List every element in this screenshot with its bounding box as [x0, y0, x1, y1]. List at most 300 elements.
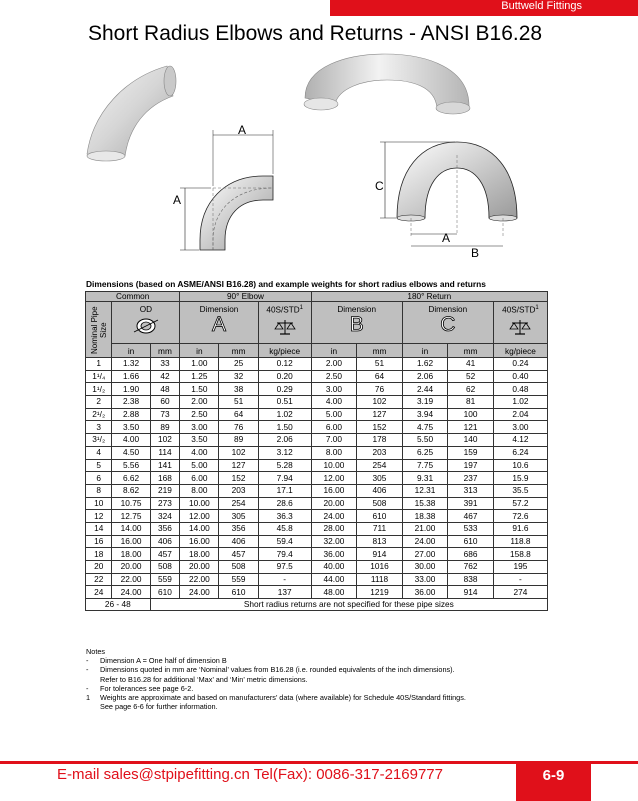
table-cell: 89: [219, 434, 258, 447]
table-cell: 12.31: [402, 484, 448, 497]
table-row: [86, 472, 548, 485]
table-row: [86, 586, 548, 599]
table-cell: 3¹/₂: [86, 434, 112, 447]
table-cell: 36.00: [311, 548, 357, 561]
return-weight-header: [493, 302, 547, 344]
table-cell: 36.00: [402, 586, 448, 599]
table-cell: 2.04: [493, 408, 547, 421]
table-row: [86, 408, 548, 421]
table-cell: 1.32: [112, 358, 150, 371]
return-dim-b-label: Dimension: [337, 305, 377, 314]
table-cell: 12.00: [311, 472, 357, 485]
table-cell: 5.28: [258, 459, 311, 472]
note-item: [86, 702, 556, 711]
table-cell: 14.00: [112, 522, 150, 535]
table-cell: 12: [86, 510, 112, 523]
table-cell: 102: [219, 446, 258, 459]
table-cell: 97.5: [258, 561, 311, 574]
scale-icon: [509, 318, 531, 336]
table-cell: 5.56: [112, 459, 150, 472]
table-cell: 457: [219, 548, 258, 561]
table-cell: 3.12: [258, 446, 311, 459]
table-cell: 1.62: [402, 358, 448, 371]
table-cell: 102: [150, 434, 180, 447]
table-cell: 118.8: [493, 535, 547, 548]
dimensions-table: [85, 291, 548, 611]
table-cell: 127: [357, 408, 403, 421]
table-cell: 610: [150, 586, 180, 599]
table-cell: 48: [150, 383, 180, 396]
table-cell: 838: [448, 573, 494, 586]
dim-a-label-side: A: [173, 193, 182, 207]
glyph-c: C: [440, 313, 456, 336]
table-cell: 559: [150, 573, 180, 586]
table-cell: 15.38: [402, 497, 448, 510]
table-cell: 6.62: [112, 472, 150, 485]
note-bullet: [86, 675, 100, 684]
section-header-bar: [330, 0, 638, 16]
table-cell: 20.00: [311, 497, 357, 510]
table-cell: 32.00: [311, 535, 357, 548]
table-cell: 100: [448, 408, 494, 421]
dim-a-label-top: A: [238, 123, 247, 137]
table-cell: 18.38: [402, 510, 448, 523]
table-row: [86, 459, 548, 472]
unit-header: in: [402, 344, 448, 358]
table-cell: 4.00: [180, 446, 219, 459]
table-row: [86, 510, 548, 523]
table-cell: 195: [493, 561, 547, 574]
return-dim-b-header: [311, 302, 402, 344]
table-cell: 18: [86, 548, 112, 561]
unit-header: mm: [219, 344, 258, 358]
table-cell: 16: [86, 535, 112, 548]
note-text: Weights are approximate and based on manufacturers’ data (where available) for Schedule 40S/Standard fittings.: [100, 693, 466, 703]
unit-header: in: [112, 344, 150, 358]
table-cell: 17.1: [258, 484, 311, 497]
table-cell: 1.25: [180, 370, 219, 383]
unit-header: mm: [150, 344, 180, 358]
table-cell: 2.00: [311, 358, 357, 371]
group-common: Common: [86, 292, 180, 302]
table-cell: 0.20: [258, 370, 311, 383]
table-cell: 8: [86, 484, 112, 497]
table-cell: 14: [86, 522, 112, 535]
table-cell: 41: [448, 358, 494, 371]
elbow-drawings: [85, 52, 550, 278]
elbow-weight-header: [258, 302, 311, 344]
table-cell: 91.6: [493, 522, 547, 535]
table-cell: 22.00: [180, 573, 219, 586]
table-cell: 48.00: [311, 586, 357, 599]
table-cell: 254: [219, 497, 258, 510]
table-cell: 3.00: [493, 421, 547, 434]
table-cell: 3.00: [180, 421, 219, 434]
table-cell: 914: [357, 548, 403, 561]
table-cell: 2.88: [112, 408, 150, 421]
table-cell: 5.00: [311, 408, 357, 421]
table-cell: 64: [357, 370, 403, 383]
table-cell: 1.90: [112, 383, 150, 396]
table-row: [86, 535, 548, 548]
table-cell: 10.75: [112, 497, 150, 510]
return-weight-label: 40S/STD: [502, 305, 536, 315]
table-cell: 60: [150, 396, 180, 409]
table-cell: 12.75: [112, 510, 150, 523]
table-cell: 1¹/₄: [86, 370, 112, 383]
table-cell: 4.00: [311, 396, 357, 409]
elbow-dim-label: Dimension: [199, 305, 239, 314]
table-cell: 102: [357, 396, 403, 409]
table-cell: 81: [448, 396, 494, 409]
table-cell: 219: [150, 484, 180, 497]
table-cell: 24.00: [180, 586, 219, 599]
table-cell: 8.00: [180, 484, 219, 497]
table-row: [86, 434, 548, 447]
table-cell: 324: [150, 510, 180, 523]
table-row: [86, 383, 548, 396]
table-cell: 313: [448, 484, 494, 497]
table-cell: 457: [150, 548, 180, 561]
table-cell: 5.50: [402, 434, 448, 447]
note-text: Refer to B16.28 for additional ‘Max’ and ‘Min’ metric dimensions.: [100, 674, 308, 684]
note-text: For tolerances see page 6-2.: [100, 683, 194, 693]
table-cell: 51: [219, 396, 258, 409]
table-cell: 9.31: [402, 472, 448, 485]
table-cell: 3: [86, 421, 112, 434]
od-pipe-icon: [133, 317, 159, 335]
return-3d-image: [304, 54, 470, 114]
table-cell: 20: [86, 561, 112, 574]
table-cell: 16.00: [311, 484, 357, 497]
table-cell: 28.6: [258, 497, 311, 510]
table-cell: 6: [86, 472, 112, 485]
table-cell: 813: [357, 535, 403, 548]
table-cell: 24: [86, 586, 112, 599]
table-cell: 391: [448, 497, 494, 510]
table-cell: 24.00: [402, 535, 448, 548]
table-cell: 64: [219, 408, 258, 421]
table-cell: 57.2: [493, 497, 547, 510]
table-cell: 4: [86, 446, 112, 459]
unit-header: kg/piece: [258, 344, 311, 358]
table-row: [86, 497, 548, 510]
elbow-dimension-drawing: [173, 123, 273, 250]
elbow-weight-sup: 1: [299, 305, 303, 311]
table-cell: 62: [448, 383, 494, 396]
table-cell: 7.94: [258, 472, 311, 485]
table-cell: 36.3: [258, 510, 311, 523]
table-cell: 1.00: [180, 358, 219, 371]
table-cell: 59.4: [258, 535, 311, 548]
table-cell: 76: [357, 383, 403, 396]
table-cell: 114: [150, 446, 180, 459]
return-dimension-drawing: [375, 142, 517, 260]
table-cell: 686: [448, 548, 494, 561]
unit-header: in: [180, 344, 219, 358]
table-cell: 35.5: [493, 484, 547, 497]
table-cell: 79.4: [258, 548, 311, 561]
table-cell: 6.25: [402, 446, 448, 459]
table-cell: 1118: [357, 573, 403, 586]
table-cell: 406: [219, 535, 258, 548]
table-cell: 141: [150, 459, 180, 472]
table-cell: 4.12: [493, 434, 547, 447]
table-cell: 26 - 48: [86, 599, 151, 611]
table-cell: 32: [219, 370, 258, 383]
table-cell: 10.00: [180, 497, 219, 510]
table-cell: 5.00: [180, 459, 219, 472]
table-cell: 73: [150, 408, 180, 421]
note-bullet: [86, 702, 100, 711]
table-cell: 24.00: [112, 586, 150, 599]
group-return: 180° Return: [311, 292, 547, 302]
table-cell: 3.19: [402, 396, 448, 409]
table-cell: 72.6: [493, 510, 547, 523]
table-cell: 152: [357, 421, 403, 434]
table-cell: 6.24: [493, 446, 547, 459]
table-cell: 2.50: [180, 408, 219, 421]
note-bullet: -: [86, 656, 89, 666]
table-cell: 0.48: [493, 383, 547, 396]
table-cell: 12.00: [180, 510, 219, 523]
table-cell: 7.00: [311, 434, 357, 447]
table-cell: 1219: [357, 586, 403, 599]
table-cell: 1¹/₂: [86, 383, 112, 396]
table-cell: 159: [448, 446, 494, 459]
table-caption: Dimensions (based on ASME/ANSI B16.28) and example weights for short radius elbows and returns: [86, 279, 486, 289]
od-header: [112, 302, 180, 344]
table-row: [86, 446, 548, 459]
unit-header: in: [311, 344, 357, 358]
table-cell: 3.50: [112, 421, 150, 434]
note-text: Dimension A = One half of dimension B: [100, 656, 227, 666]
table-cell: 508: [150, 561, 180, 574]
table-cell: 152: [219, 472, 258, 485]
table-cell: 10: [86, 497, 112, 510]
note-bullet: -: [86, 683, 89, 693]
table-cell: 8.62: [112, 484, 150, 497]
table-cell: 305: [357, 472, 403, 485]
page-number: 6-9: [516, 761, 591, 801]
table-cell: 197: [448, 459, 494, 472]
table-cell: Short radius returns are not specified for these pipe sizes: [150, 599, 547, 611]
note-item: [86, 656, 556, 665]
table-cell: 914: [448, 586, 494, 599]
table-row: [86, 370, 548, 383]
table-row: [86, 573, 548, 586]
table-cell: 305: [219, 510, 258, 523]
table-cell: 2: [86, 396, 112, 409]
return-dim-c-label: Dimension: [428, 305, 468, 314]
note-item: [86, 693, 556, 702]
table-cell: 30.00: [402, 561, 448, 574]
notes-title: Notes: [86, 647, 106, 656]
table-cell: 2.44: [402, 383, 448, 396]
table-row: [86, 548, 548, 561]
table-cell: 406: [357, 484, 403, 497]
table-row: [86, 396, 548, 409]
table-cell: 121: [448, 421, 494, 434]
note-bullet: 1: [86, 693, 91, 703]
table-cell: 178: [357, 434, 403, 447]
note-item: [86, 675, 556, 684]
glyph-b: B: [349, 313, 364, 336]
scale-icon: [274, 318, 296, 336]
table-cell: 10.6: [493, 459, 547, 472]
table-cell: 273: [150, 497, 180, 510]
table-cell: 7.75: [402, 459, 448, 472]
unit-header: mm: [357, 344, 403, 358]
table-cell: 610: [357, 510, 403, 523]
table-row: [86, 421, 548, 434]
table-cell: 15.9: [493, 472, 547, 485]
table-cell: 1.50: [180, 383, 219, 396]
table-row: [86, 484, 548, 497]
table-cell: 42: [150, 370, 180, 383]
note-item: [86, 684, 556, 693]
table-cell: 1016: [357, 561, 403, 574]
table-row: [86, 358, 548, 371]
table-cell: 16.00: [180, 535, 219, 548]
table-cell: 168: [150, 472, 180, 485]
table-cell: 0.51: [258, 396, 311, 409]
table-cell: 18.00: [112, 548, 150, 561]
table-cell: 40.00: [311, 561, 357, 574]
table-cell: 2.00: [180, 396, 219, 409]
table-cell: 28.00: [311, 522, 357, 535]
table-cell: 5: [86, 459, 112, 472]
table-cell: 16.00: [112, 535, 150, 548]
table-cell: 2.38: [112, 396, 150, 409]
table-cell: 610: [448, 535, 494, 548]
table-cell: 25: [219, 358, 258, 371]
table-cell: 610: [219, 586, 258, 599]
table-cell: 0.40: [493, 370, 547, 383]
table-cell: 356: [150, 522, 180, 535]
elbow-3d-image: [87, 66, 176, 161]
od-label: OD: [139, 305, 153, 314]
table-cell: 254: [357, 459, 403, 472]
group-elbow: 90° Elbow: [180, 292, 311, 302]
glyph-a: A: [211, 313, 226, 336]
table-cell: 762: [448, 561, 494, 574]
table-cell: 237: [448, 472, 494, 485]
table-cell: 0.12: [258, 358, 311, 371]
nominal-pipe-size-header: [86, 302, 112, 358]
table-cell: 38: [219, 383, 258, 396]
table-cell: -: [493, 573, 547, 586]
table-cell: 18.00: [180, 548, 219, 561]
table-cell: 20.00: [180, 561, 219, 574]
table-cell: 3.94: [402, 408, 448, 421]
return-dim-c-header: [402, 302, 493, 344]
table-cell: 1.02: [493, 396, 547, 409]
table-cell: 203: [219, 484, 258, 497]
table-cell: 2.06: [258, 434, 311, 447]
table-cell: 127: [219, 459, 258, 472]
table-cell: 1.02: [258, 408, 311, 421]
table-cell: 4.75: [402, 421, 448, 434]
table-cell: 33.00: [402, 573, 448, 586]
table-cell: 8.00: [311, 446, 357, 459]
table-cell: 89: [150, 421, 180, 434]
section-label: Buttweld Fittings: [501, 0, 582, 12]
page-title: Short Radius Elbows and Returns - ANSI B16.28: [88, 22, 543, 45]
table-cell: 21.00: [402, 522, 448, 535]
table-cell: -: [258, 573, 311, 586]
table-cell: 52: [448, 370, 494, 383]
table-cell: 33: [150, 358, 180, 371]
table-cell: 1.50: [258, 421, 311, 434]
dim-b-label: B: [471, 246, 480, 260]
table-cell: 10.00: [311, 459, 357, 472]
unit-header: kg/piece: [493, 344, 547, 358]
table-cell: 45.8: [258, 522, 311, 535]
table-cell: 203: [357, 446, 403, 459]
table-cell: 44.00: [311, 573, 357, 586]
table-cell: 274: [493, 586, 547, 599]
table-cell: 24.00: [311, 510, 357, 523]
nominal-label: Nominal Pipe Size: [89, 306, 108, 354]
note-bullet: -: [86, 665, 89, 675]
table-cell: 4.00: [112, 434, 150, 447]
table-cell: 2.50: [311, 370, 357, 383]
table-cell: 137: [258, 586, 311, 599]
table-cell: 51: [357, 358, 403, 371]
table-row: [86, 561, 548, 574]
table-cell: 406: [150, 535, 180, 548]
table-cell: 6.00: [180, 472, 219, 485]
table-row: [86, 522, 548, 535]
note-text: See page 6-6 for further information.: [100, 702, 218, 712]
table-cell: 1: [86, 358, 112, 371]
table-cell: 711: [357, 522, 403, 535]
elbow-weight-label: 40S/STD: [266, 305, 300, 315]
table-cell: 27.00: [402, 548, 448, 561]
table-cell: 3.50: [180, 434, 219, 447]
note-item: [86, 665, 556, 674]
dim-a-label-return: A: [442, 231, 451, 245]
table-cell: 76: [219, 421, 258, 434]
table-cell: 508: [357, 497, 403, 510]
table-cell: 6.00: [311, 421, 357, 434]
table-cell: 4.50: [112, 446, 150, 459]
table-cell: 0.24: [493, 358, 547, 371]
table-cell: 467: [448, 510, 494, 523]
table-cell: 22: [86, 573, 112, 586]
table-cell: 22.00: [112, 573, 150, 586]
return-weight-sup: 1: [535, 305, 539, 311]
table-cell: 158.8: [493, 548, 547, 561]
table-cell: 533: [448, 522, 494, 535]
table-cell: 2.06: [402, 370, 448, 383]
footer-contact: E-mail sales@stpipefitting.cn Tel(Fax): 0086-317-2169777: [57, 766, 443, 783]
table-cell: 3.00: [311, 383, 357, 396]
unit-header: mm: [448, 344, 494, 358]
table-row: [86, 599, 548, 611]
dim-c-label: C: [375, 179, 384, 193]
table-cell: 20.00: [112, 561, 150, 574]
note-text: Dimensions quoted in mm are ‘Nominal’ values from B16.28 (i.e. rounded equivalents of the inch dimensions).: [100, 665, 455, 675]
table-cell: 1.66: [112, 370, 150, 383]
table-cell: 2¹/₂: [86, 408, 112, 421]
table-cell: 559: [219, 573, 258, 586]
notes-section: [86, 647, 556, 711]
table-cell: 508: [219, 561, 258, 574]
table-cell: 14.00: [180, 522, 219, 535]
table-cell: 140: [448, 434, 494, 447]
